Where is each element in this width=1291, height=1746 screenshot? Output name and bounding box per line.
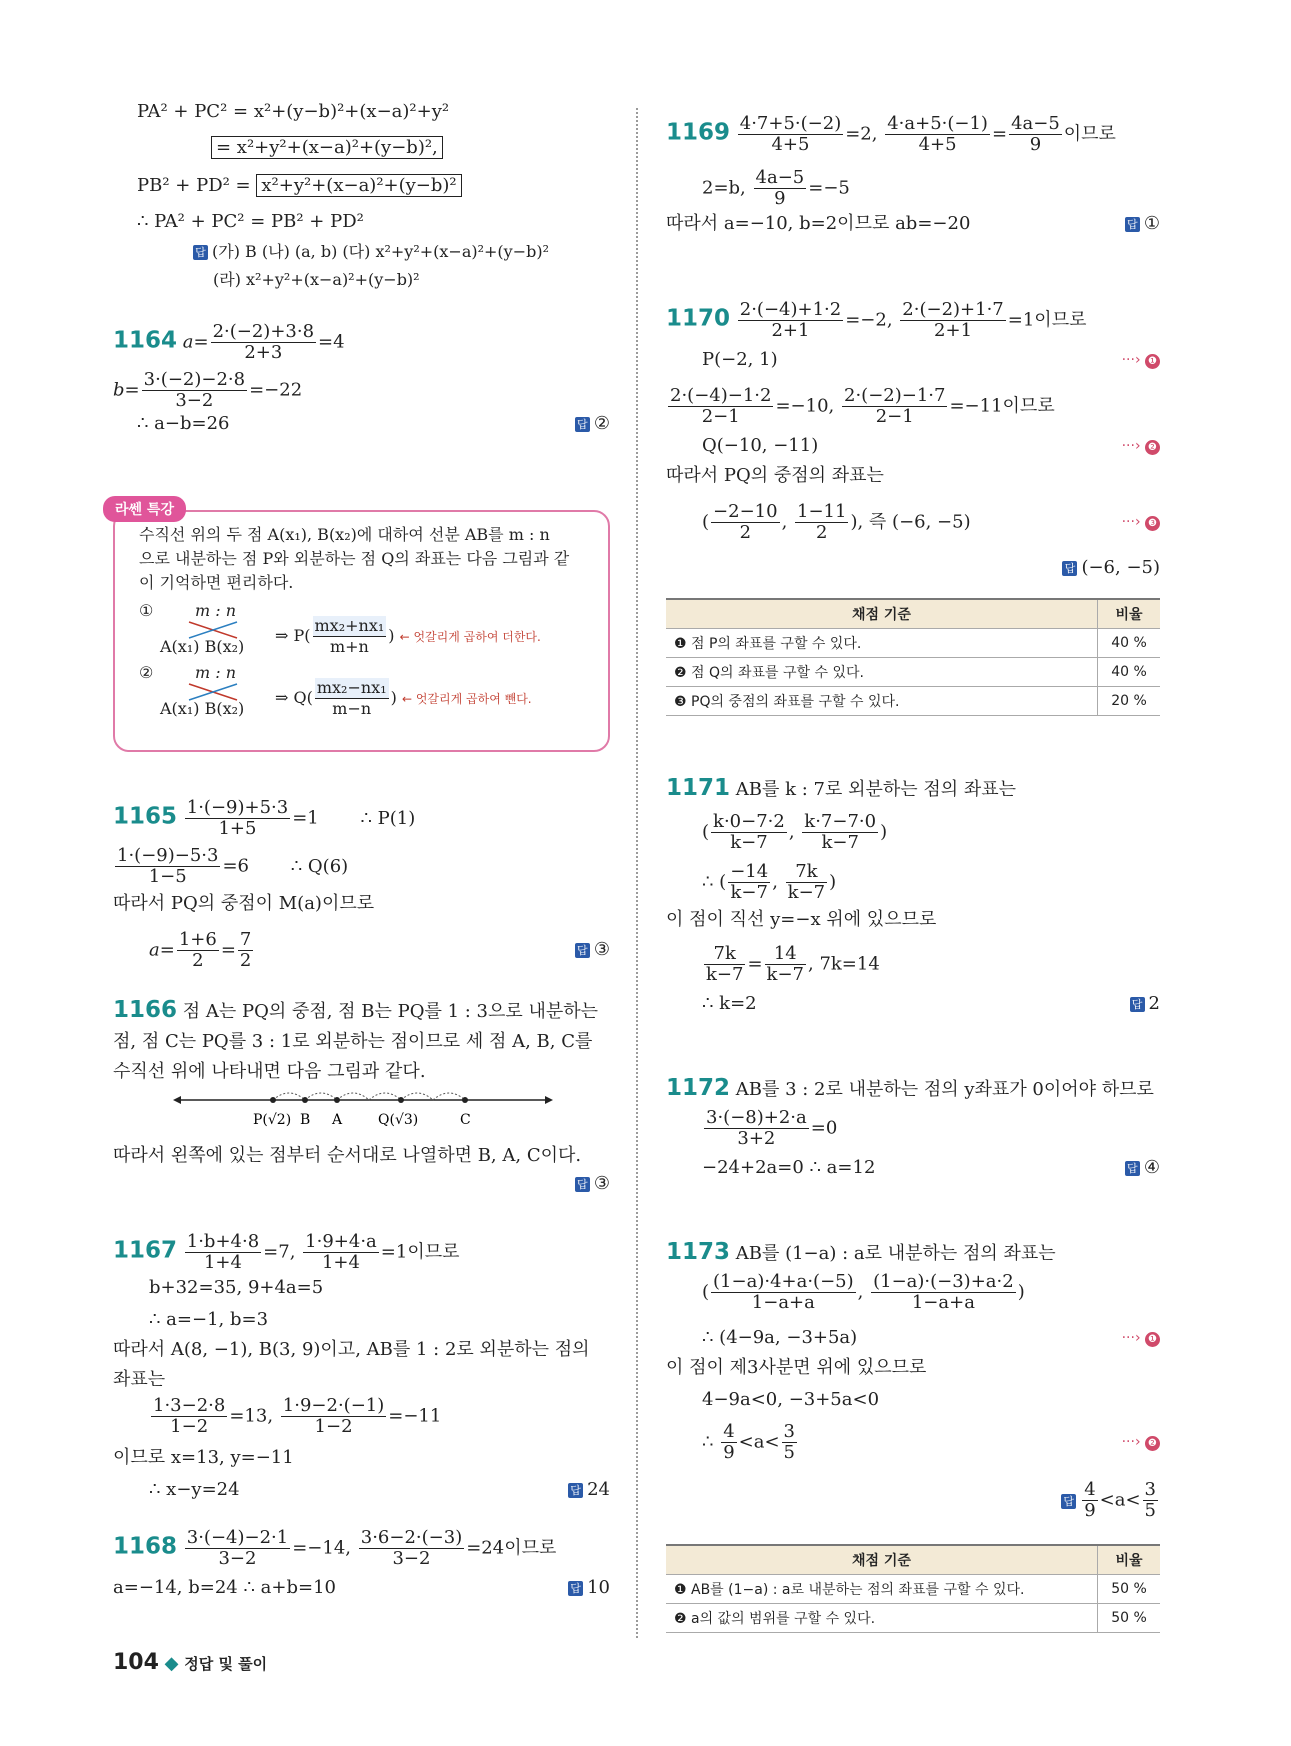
- problem-1167-line-4: 따라서 A(8, −1), B(3, 9)이고, AB를 1 : 2로 외분하는 점의: [113, 1339, 590, 1360]
- problem-1173-line-3: ∴ (4−9a, −3+5a): [702, 1327, 858, 1348]
- problem-1165-line-2: $\frac{1\cdot(-9)-5\cdot 3}{1-5}$ =6 ∴ Q(6): [117, 845, 349, 887]
- tip-text-2: 으로 내분하는 점 P와 외분하는 점 Q의 좌표는 다음 그림과 같: [139, 549, 570, 568]
- problem-1170-line-5: 따라서 PQ의 중점의 좌표는: [666, 465, 884, 486]
- axis-arrow-right: [545, 1096, 553, 1104]
- problem-1171-line-6: ∴ k=2: [702, 993, 757, 1014]
- label-q: Q(√3): [378, 1112, 419, 1128]
- table-header-ratio: 비율: [1098, 599, 1161, 629]
- answer-icon: 답: [1125, 1161, 1140, 1176]
- problem-number: 1164: [113, 327, 178, 354]
- tip-row-1-ratio: m : n: [195, 601, 237, 620]
- label-p: P(√2): [253, 1112, 292, 1128]
- problem-1173-line-2: ( $\frac{(1-a)\cdot 4+a\cdot(-5)}{1-a+a}$ , $\frac{(1-a)\cdot(-3)+a\cdot 2}{1-a+a}$ ): [702, 1271, 1025, 1313]
- problem-1165-line-1: 1165 $\frac{1\cdot(-9)+5\cdot 3}{1+5}$ =1 ∴ P(1): [113, 797, 416, 839]
- problem-1168-line-2: a=−14, b=24 ∴ a+b=10: [113, 1577, 336, 1598]
- problem-1171-line-1: 1171 AB를 k : 7로 외분하는 점의 좌표는: [666, 775, 1016, 801]
- problem-1166-line-3: 수직선 위에 나타내면 다음 그림과 같다.: [113, 1061, 426, 1082]
- problem-1167-line-2: b+32=35, 9+4a=5: [149, 1277, 324, 1298]
- problem-1171-line-2: ( $\frac{k\cdot 0-7\cdot 2}{k-7}$ , $\frac{k\cdot 7-7\cdot 0}{k-7}$ ): [702, 811, 888, 853]
- problem-1171-line-3: ∴ ( $\frac{-14}{k-7}$ , $\frac{7k}{k-7}$ ): [702, 861, 837, 903]
- problem-number: 1168: [113, 1533, 178, 1560]
- proof-line-3: PB² + PD² = x²+y²+(x−a)²+(y−b)²: [137, 174, 462, 198]
- problem-1169-line-1: 1169 $\frac{4\cdot 7+5\cdot(-2)}{4+5}$ =2, $\frac{4\cdot a+5\cdot(-1)}{4+5}$ = $\frac{4a-5}{9}$ 이므로: [666, 113, 1116, 155]
- answer-icon: 답: [575, 943, 590, 958]
- page-number: 104: [113, 1650, 159, 1675]
- step-marker-1: ···› ❶: [1122, 348, 1160, 372]
- tip-row-2-formula: ⇒ Q( $\frac{\text{mx₂−nx₁}}{m-n}$ ) ← 엇갈리게 곱하여 뺀다.: [275, 678, 532, 718]
- proof-boxed-1: = x²+y²+(x−a)²+(y−b)²,: [211, 136, 443, 159]
- problem-1173-answer: 답 $\frac{4}{9}$ <a< $\frac{3}{5}$: [1061, 1480, 1160, 1521]
- tip-row-1-label: ①: [139, 601, 154, 620]
- problem-1168-answer: 답 10: [568, 1576, 610, 1600]
- point-q: [398, 1097, 404, 1103]
- problem-1168-line-1: 1168 $\frac{3\cdot(-4)-2\cdot 1}{3-2}$ =−14, $\frac{3\cdot 6-2\cdot(-3)}{3-2}$ =24이므로: [113, 1527, 557, 1569]
- problem-1166-line-1: 1166 점 A는 PQ의 중점, 점 B는 PQ를 1 : 3으로 내분하는: [113, 997, 599, 1023]
- point-a: [334, 1097, 340, 1103]
- proof-answer-2: (라) x²+y²+(x−a)²+(y−b)²: [213, 270, 420, 289]
- step-marker-2: ···› ❷: [1122, 1430, 1160, 1454]
- tip-text-1: 수직선 위의 두 점 A(x₁), B(x₂)에 대하여 선분 AB를 m : n: [139, 525, 550, 544]
- problem-number: 1169: [666, 119, 731, 146]
- problem-number: 1167: [113, 1237, 178, 1264]
- proof-line-1: PA² + PC² = x²+(y−b)²+(x−a)²+y²: [137, 101, 450, 122]
- point-c: [462, 1097, 468, 1103]
- problem-1167-line-5: 좌표는: [113, 1369, 166, 1390]
- problem-1170-line-4: Q(−10, −11): [702, 435, 819, 456]
- problem-1167-line-3: ∴ a=−1, b=3: [149, 1309, 269, 1330]
- answer-icon: 답: [1125, 217, 1140, 232]
- tip-tag: 라쎈 특강: [103, 496, 186, 522]
- tip-row-2-note: ← 엇갈리게 곱하여 뺀다.: [401, 692, 532, 706]
- label-a: A: [332, 1112, 343, 1128]
- answer-icon: 답: [575, 417, 590, 432]
- answer-icon: 답: [568, 1581, 583, 1596]
- left-column: [113, 100, 610, 1640]
- proof-answer-1: 답 (가) B (나) (a, b) (다) x²+y²+(x−a)²+(y−b)²: [193, 240, 549, 264]
- axis-arrow-left: [173, 1096, 181, 1104]
- table-row: ❶ AB를 (1−a) : a로 내분하는 점의 좌표를 구할 수 있다. 50 %: [666, 1575, 1160, 1604]
- scoring-table-1170: [666, 598, 1160, 716]
- problem-1167-line-8: ∴ x−y=24: [149, 1479, 240, 1500]
- problem-1170-line-6: ( $\frac{-2-10}{2}$ , $\frac{1-11}{2}$ ), 즉 (−6, −5): [702, 501, 971, 543]
- problem-1173-line-1: 1173 AB를 (1−a) : a로 내분하는 점의 좌표는: [666, 1239, 1056, 1265]
- number-line-diagram: [173, 1088, 553, 1134]
- problem-1171-answer: 답 2: [1130, 992, 1160, 1016]
- answer-icon: 답: [193, 245, 208, 260]
- diamond-icon: ◆: [164, 1653, 179, 1674]
- answer-icon: 답: [1061, 1494, 1076, 1509]
- proof-boxed-2: x²+y²+(x−a)²+(y−b)²: [256, 174, 461, 197]
- problem-1166-line-2: 점, 점 C는 PQ를 3 : 1로 외분하는 점이므로 세 점 A, B, C를: [113, 1031, 593, 1052]
- point-p: [270, 1097, 276, 1103]
- problem-1172-line-3: −24+2a=0 ∴ a=12: [702, 1157, 876, 1178]
- tip-row-1-note: ← 엇갈리게 곱하여 더한다.: [399, 630, 541, 644]
- footer-label: 정답 및 풀이: [184, 1655, 268, 1673]
- problem-1164-answer: 답 ②: [575, 412, 610, 436]
- problem-1165-line-4: a= $\frac{1+6}{2}$ = $\frac{7}{2}$: [149, 929, 252, 971]
- problem-1169-line-3: 따라서 a=−10, b=2이므로 ab=−20: [666, 213, 971, 234]
- problem-1165-answer: 답 ③: [575, 938, 610, 962]
- problem-number: 1172: [666, 1075, 731, 1101]
- problem-number: 1170: [666, 305, 731, 332]
- problem-1169-answer: 답 ①: [1125, 212, 1160, 236]
- problem-1171-line-4: 이 점이 직선 y=−x 위에 있으므로: [666, 909, 937, 930]
- column-divider: [636, 108, 638, 1638]
- problem-1173-line-4: 이 점이 제3사분면 위에 있으므로: [666, 1357, 927, 1378]
- table-header-ratio: 비율: [1098, 1545, 1161, 1575]
- tip-row-2-ratio: m : n: [195, 663, 237, 682]
- problem-1172-answer: 답 ④: [1125, 1156, 1160, 1180]
- table-header-criteria: 채점 기준: [666, 599, 1098, 629]
- answer-icon: 답: [1062, 561, 1077, 576]
- problem-1164-line-2: b= $\frac{3\cdot(-2)-2\cdot 8}{3-2}$ =−22: [113, 369, 303, 411]
- tip-row-1-formula: ⇒ P( $\frac{\text{mx₂+nx₁}}{m+n}$ ) ← 엇갈리게 곱하여 더한다.: [275, 616, 541, 656]
- point-b: [302, 1097, 308, 1103]
- tip-row-2-points: A(x₁) B(x₂): [160, 699, 245, 718]
- problem-1172-line-1: 1172 AB를 3 : 2로 내분하는 점의 y좌표가 0이어야 하므로: [666, 1075, 1154, 1101]
- table-header-criteria: 채점 기준: [666, 1545, 1098, 1575]
- answer-icon: 답: [568, 1483, 583, 1498]
- tip-row-2-label: ②: [139, 663, 154, 682]
- tip-text-3: 이 기억하면 편리하다.: [139, 573, 294, 592]
- problem-1172-line-2: $\frac{3\cdot(-8)+2\cdot a}{3+2}$ =0: [706, 1107, 838, 1149]
- step-marker-3: ···› ❸: [1122, 510, 1160, 534]
- answer-icon: 답: [1130, 997, 1145, 1012]
- problem-1170-answer: 답 (−6, −5): [1062, 556, 1160, 580]
- problem-number: 1173: [666, 1239, 731, 1265]
- lassen-tip-box: [113, 502, 610, 752]
- proof-line-2: [211, 136, 443, 160]
- problem-1167-line-6: $\frac{1\cdot 3-2\cdot 8}{1-2}$ =13, $\frac{1\cdot 9-2\cdot(-1)}{1-2}$ =−11: [153, 1395, 442, 1437]
- problem-1171-line-5: $\frac{7k}{k-7}$ = $\frac{14}{k-7}$ , 7k=14: [706, 943, 880, 985]
- scoring-table-1173: [666, 1544, 1160, 1633]
- problem-1164-conclusion: ∴ a−b=26: [137, 413, 230, 434]
- problem-1173-line-5: 4−9a<0, −3+5a<0: [702, 1389, 880, 1410]
- problem-1170-line-2: P(−2, 1): [702, 349, 778, 370]
- problem-1164-line-1: 1164 a= $\frac{2\cdot(-2)+3\cdot 8}{2+3}$ =4: [113, 321, 345, 363]
- problem-number: 1171: [666, 775, 731, 801]
- label-c: C: [460, 1112, 471, 1128]
- table-row: ❶ 점 P의 좌표를 구할 수 있다. 40 %: [666, 629, 1160, 658]
- problem-1167-line-7: 이므로 x=13, y=−11: [113, 1447, 294, 1468]
- label-b: B: [300, 1112, 311, 1128]
- answer-icon: 답: [575, 1177, 590, 1192]
- tip-row-1-points: A(x₁) B(x₂): [160, 637, 245, 656]
- right-column: [666, 100, 1160, 1640]
- step-marker-2: ···› ❷: [1122, 434, 1160, 458]
- page-footer: [113, 1650, 267, 1675]
- proof-line-4: ∴ PA² + PC² = PB² + PD²: [137, 211, 364, 232]
- problem-number: 1165: [113, 803, 178, 830]
- problem-1173-line-6: ∴ $\frac{4}{9}$ <a< $\frac{3}{5}$: [702, 1421, 795, 1463]
- problem-1167-answer: 답 24: [568, 1478, 610, 1502]
- problem-1169-line-2: 2=b, $\frac{4a-5}{9}$ =−5: [702, 167, 850, 209]
- problem-1170-line-1: 1170 $\frac{2\cdot(-4)+1\cdot 2}{2+1}$ =−2, $\frac{2\cdot(-2)+1\cdot 7}{2+1}$ =1이므로: [666, 299, 1087, 341]
- table-row: ❷ a의 값의 범위를 구할 수 있다. 50 %: [666, 1604, 1160, 1633]
- table-row: ❸ PQ의 중점의 좌표를 구할 수 있다. 20 %: [666, 687, 1160, 716]
- problem-1170-line-3: $\frac{2\cdot(-4)-1\cdot 2}{2-1}$ =−10, $\frac{2\cdot(-2)-1\cdot 7}{2-1}$ =−11이므로: [670, 385, 1055, 427]
- table-row: ❷ 점 Q의 좌표를 구할 수 있다. 40 %: [666, 658, 1160, 687]
- problem-number: 1166: [113, 997, 178, 1023]
- step-marker-1: ···› ❶: [1122, 1326, 1160, 1350]
- problem-1165-text: 따라서 PQ의 중점이 M(a)이므로: [113, 893, 375, 914]
- problem-1166-answer: 답 ③: [575, 1172, 610, 1196]
- problem-1167-line-1: 1167 $\frac{1\cdot b+4\cdot 8}{1+4}$ =7, $\frac{1\cdot 9+4\cdot a}{1+4}$ =1이므로: [113, 1231, 460, 1273]
- problem-1166-line-4: 따라서 왼쪽에 있는 점부터 순서대로 나열하면 B, A, C이다.: [113, 1145, 582, 1166]
